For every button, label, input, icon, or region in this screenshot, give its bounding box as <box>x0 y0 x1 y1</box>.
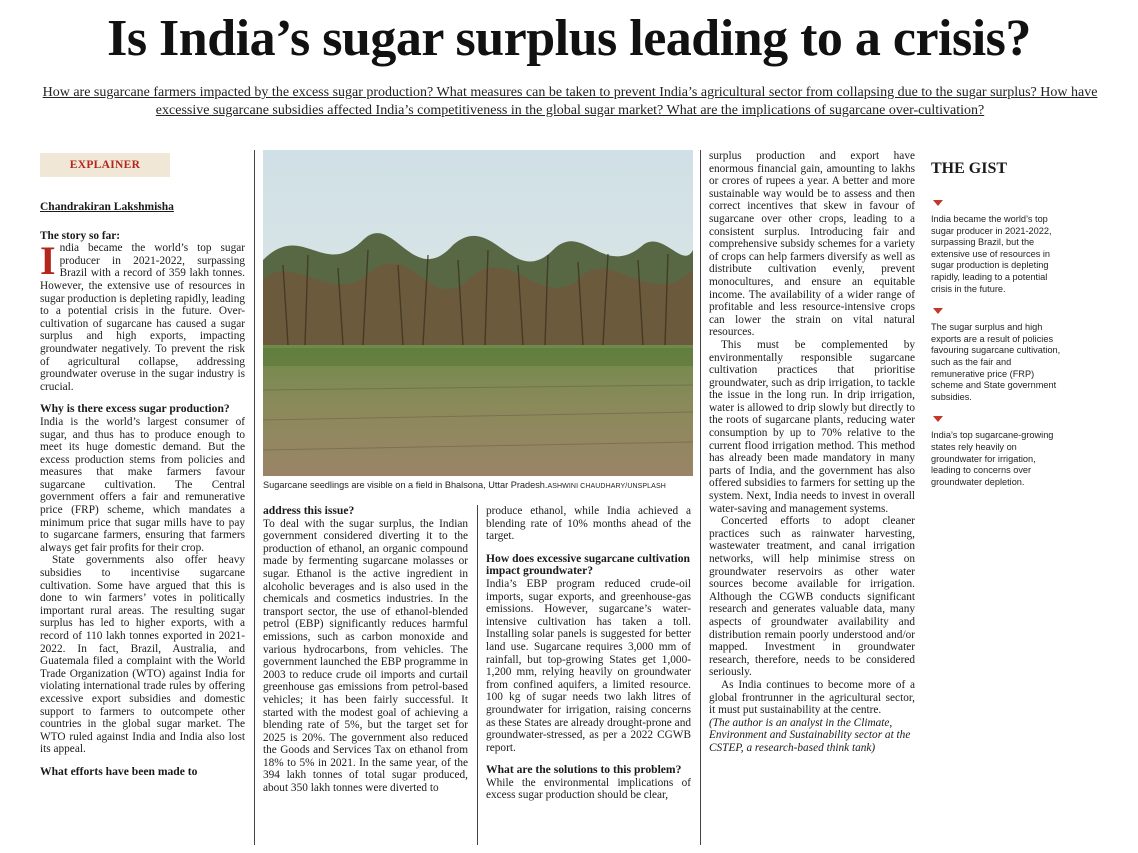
column-divider <box>477 505 478 845</box>
gist-item: The sugar surplus and high exports are a result of policies favouring sugarcane cultivation, such as the fair and remunerative price (FRP) scheme and State government subsidies. <box>931 322 1061 402</box>
paragraph: surplus production and export have enormous financial gain, amounting to lakhs or crores of rupees a year. A better and more sustainable way would be to assess and then correct incentives that skew in favour of sugarcane over other crops, leading to a consistent surplus. Introducing fair and comprehensive subsidy schemes for a variety of crops can help farmers diversify as well as distribute cultivation evenly, prevent monocultures, and ensure an equitable income. The availability of a wider range of profitable and less resource-intensive crops can lower the strain on vital natural resources. <box>709 150 915 339</box>
deck-questions: How are sugarcane farmers impacted by the excess sugar production? What measures can be taken to prevent India’s agricultural sector from collapsing due to the sugar surplus? How have excessive sugarcane subsidies affected India’s competitiveness in the global sugar market? What are the implications of sugarcane over-cultivation? <box>42 85 1098 118</box>
paragraph: India’s EBP program reduced crude-oil imports, sugar exports, and greenhouse-gas emissions. However, sugarcane’s water-intensive cultivation has taken a toll. Installing solar panels is suggested for better land use. Sugarcane requires 3,000 mm of rainfall, but top-growing States get 1,000-1,200 mm, relying heavily on groundwater from confined aquifers, a limited resource. 100 kg of sugar needs two lakh litres of groundwater for irrigation, raising concerns as these States are already drought-prone and groundwater-stressed, as per a 2022 CGWB report. <box>486 577 691 754</box>
paragraph: As India continues to become more of a global frontrunner in the agricultural sector, it must put sustainability at the centre. <box>709 678 915 717</box>
column-1 <box>40 153 245 779</box>
byline: Chandrakiran Lakshmisha <box>40 201 174 213</box>
photo-illustration <box>263 150 693 476</box>
intro-paragraph <box>40 238 245 393</box>
gist-item: India’s top sugarcane-growing states rely heavily on groundwater for irrigation, leading to concerns over groundwater depletion. <box>931 430 1054 487</box>
heading-solutions: What are the solutions to this problem? <box>486 763 682 777</box>
triangle-bullet-icon <box>933 308 943 314</box>
heading-excess-production: Why is there excess sugar production? <box>40 402 230 416</box>
paragraph: India is the world’s largest consumer of sugar, and thus has to produce enough to meet its huge domestic demand. But the excess production stems from policies and measures that make farmers favour sugarcane cultivation. The Central government offers a fair and remunerative price (FRP) scheme, which mandates a minimum price that sugar mills have to pay to sugarcane farmers, ensuring that farmers always get fair profits for their crop. <box>40 415 245 554</box>
gist-title: THE GIST <box>931 160 1008 177</box>
triangle-bullet-icon <box>933 416 943 422</box>
column-divider <box>700 150 701 845</box>
caption-text: Sugarcane seedlings are visible on a field in Bhalsona, Uttar Pradesh. <box>263 480 548 490</box>
drop-cap: I <box>40 238 56 284</box>
heading-groundwater-impact: How does excessive sugarcane cultivation impact groundwater? <box>486 551 690 578</box>
column-divider <box>254 150 255 845</box>
heading-efforts-continued: address this issue? <box>263 504 355 517</box>
heading-efforts: What efforts have been made to <box>40 764 198 778</box>
gist-item: India became the world’s top sugar producer in 2021-2022, surpassing Brazil, but the extensive use of resources in sugar production is depleting rapidly, leading to a potential crisis in the future. <box>931 214 1052 294</box>
column-4 <box>709 150 915 755</box>
paragraph: While the environmental implications of excess sugar production should be clear, <box>486 776 691 802</box>
paragraph: produce ethanol, while India achieved a blending rate of 10% months ahead of the target. <box>486 505 691 543</box>
paragraph: To deal with the sugar surplus, the Indian government considered diverting it to the production of ethanol, an organic compound made by fermenting sugarcane molasses or sugar. Ethanol is the active ingredient in alcoholic beverages and is also used in the chemicals and cosmetics industries. In the transport sector, the use of ethanol-blended petrol (EBP) significantly reduces harmful emissions, such as carbon monoxide and various hydrocarbons, from vehicles. The government launched the EBP programme in 2003 to reduce crude oil imports and curtail greenhouse gas emissions from petrol-based vehicles; it has been fairly successful. It started with the modest goal of achieving a blending rate of 5%, but the target set for 2025 is 20%. The government also reduced the Goods and Services Tax on ethanol from 18% to 5% in 2021. In the same year, of the 394 lakh tonnes of total sugar produced, about 350 lakh tonnes were diverted to <box>263 517 468 795</box>
column-2 <box>263 505 468 795</box>
explainer-tag: EXPLAINER <box>40 153 170 177</box>
triangle-bullet-icon <box>933 200 943 206</box>
headline: Is India’s sugar surplus leading to a crisis? <box>107 10 1031 67</box>
paragraph: This must be complemented by environmentally responsible sugarcane cultivation practices that prioritise groundwater, such as drip irrigation, to tackle the issue in the long run. In drip irrigation, water is allowed to drip slowly but directly to the roots of sugarcane plants, reducing water consumption by up to 70% relative to the current flood irrigation method. This method has already been made mandatory in many parts of India, and the government has also offered subsidies to farmers for setting up the system. Next, India needs to invest in overall water-saving and management systems. <box>709 338 915 515</box>
paragraph: State governments also offer heavy subsidies to incentivise sugarcane cultivation. Some have argued that this is done to win farmers’ votes in politically important rural areas. The resulting sugar surplus has led to higher exports, with a record of 110 lakh tonnes exported in 2021-2022. In fact, Brazil, Australia, and Guatemala filed a complaint with the World Trade Organization (WTO) against India for violating international trade rules by offering excessive export subsidies and domestic support to farmers to outcompete other countries in the global sugar market. The WTO ruled against India and India also lost its appeal. <box>40 554 245 756</box>
the-gist-sidebar <box>931 160 1066 501</box>
author-note: (The author is an analyst in the Climate, Environment and Sustainability sector at the CSTEP, a research-based think tank) <box>709 716 911 754</box>
story-so-far-label: The story so far: <box>40 229 121 242</box>
sugarcane-field-photo <box>263 150 693 476</box>
column-3 <box>486 505 691 802</box>
paragraph: Concerted efforts to adopt cleaner practices such as rainwater harvesting, wastewater treatment, and canal irrigation networks, will help minimise stress on groundwater reservoirs as other water sources become available for irrigation. Although the CGWB conducts significant research and generates valuable data, many aspects of groundwater availability and distribution remain poorly understood and/or mapped. Investment in groundwater research, therefore, needs to be considered seriously. <box>709 515 915 679</box>
intro-text: ndia became the world’s top sugar producer in 2021-2022, surpassing Brazil with a record of 359 lakh tonnes. However, the extensive use of resources in sugar production is depleting rapidly, leading to a potential crisis in the future. Over-cultivation of sugarcane has caused a sugar surplus and high exports, impacting groundwater negatively. To prevent the risk of agricultural collapse, addressing groundwater overuse in the sugar industry is crucial. <box>40 242 245 393</box>
photo-credit: ASHWINI CHAUDHARY/UNSPLASH <box>547 483 666 490</box>
photo-caption <box>263 480 693 492</box>
